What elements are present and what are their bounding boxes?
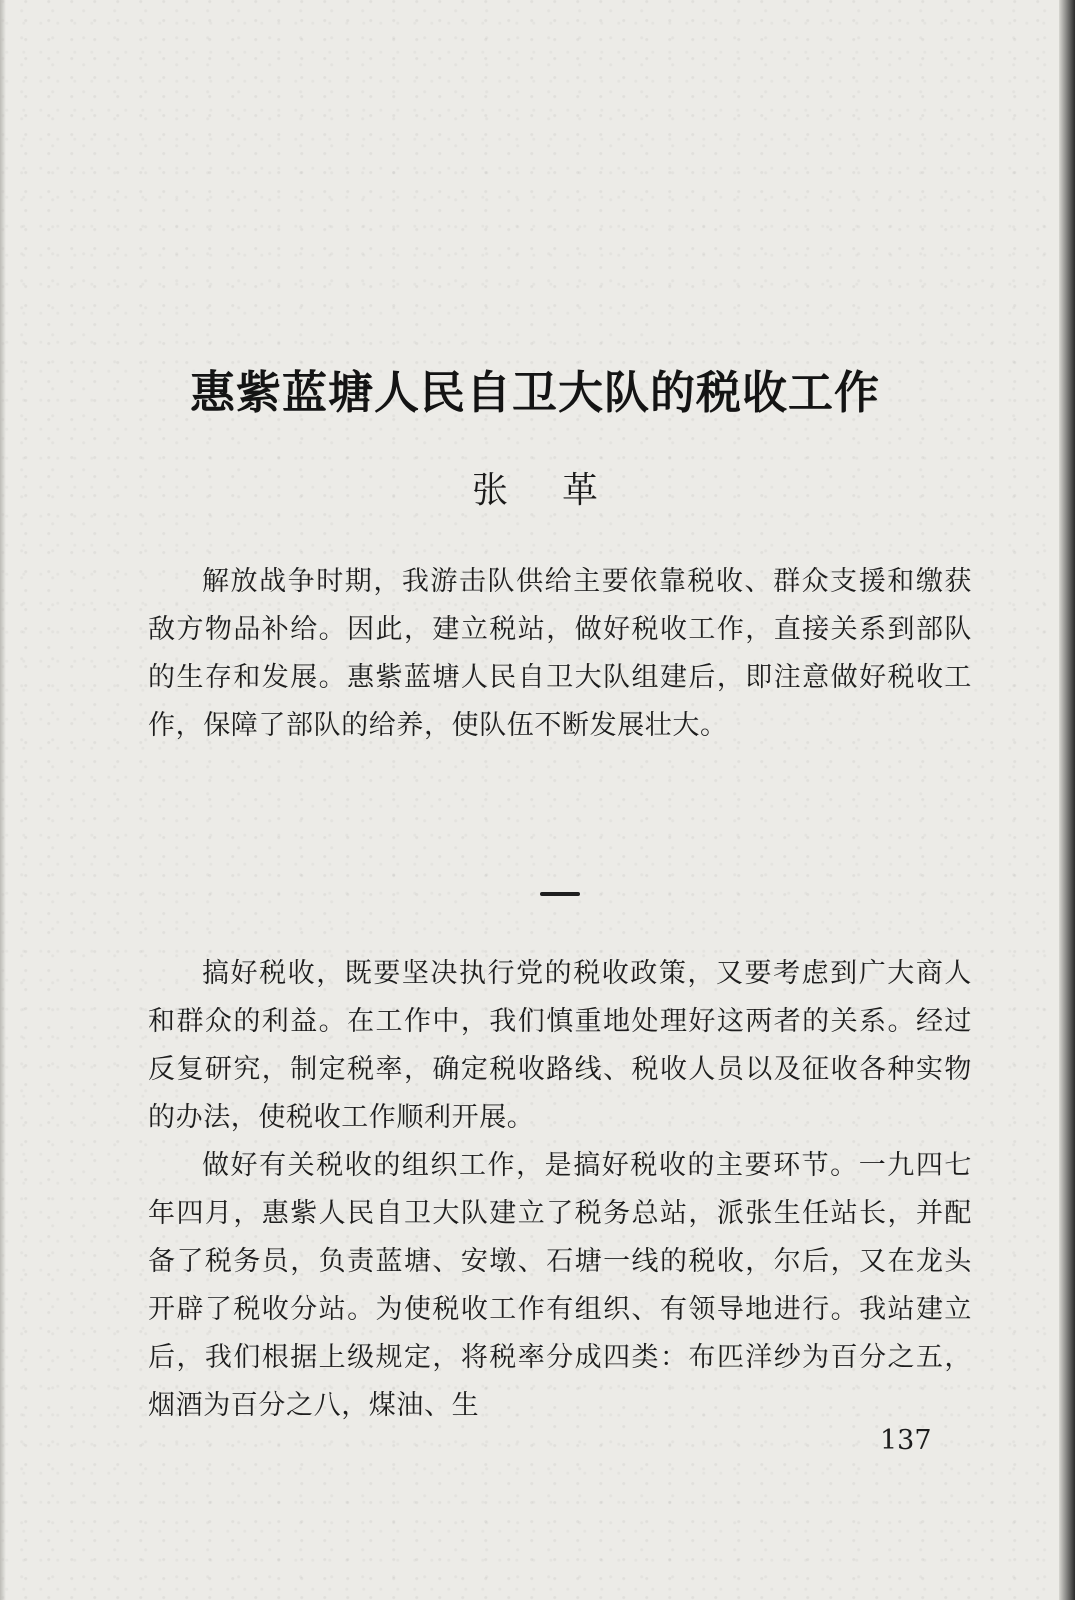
author-name: 张革: [471, 470, 652, 511]
section-1-paragraph: 做好有关税收的组织工作，是搞好税收的主要环节。一九四七年四月，惠紫人民自卫大队建立了税务总站，派张生任站长，并配备了税务员，负责蓝塘、安墩、石塘一线的税收，尔后，又在龙头开辟了税收分站。为使税收工作有组织、有领导地进行。我站建立后，我们根据上级规定，将税率分成四类：布匹洋纱为百分之五，烟酒为百分之八，煤油、生: [148, 1150, 972, 1421]
section-heading: [540, 892, 580, 896]
intro-paragraph: 解放战争时期，我游击队供给主要依靠税收、群众支援和缴获敌方物品补给。因此，建立税站，做好税收工作，直接关系到部队的生存和发展。惠紫蓝塘人民自卫大队组建后，即注意做好税收工作，保障了部队的给养，使队伍不断发展壮大。: [148, 566, 972, 741]
section-1-paragraph: 搞好税收，既要坚决执行党的税收政策，又要考虑到广大商人和群众的利益。在工作中，我们慎重地处理好这两者的关系。经过反复研究，制定税率，确定税收路线、税收人员以及征收各种实物的办法，使税收工作顺利开展。: [148, 958, 972, 1133]
article-title: 惠紫蓝塘人民自卫大队的税收工作: [189, 366, 880, 419]
page-number: 137: [880, 1425, 932, 1456]
scan-edge-right: [1059, 0, 1075, 1600]
scan-edge-left: [0, 0, 6, 1600]
intro-text: [148, 558, 972, 750]
section-1-text: [148, 950, 972, 1430]
section-heading-text: [540, 892, 541, 893]
